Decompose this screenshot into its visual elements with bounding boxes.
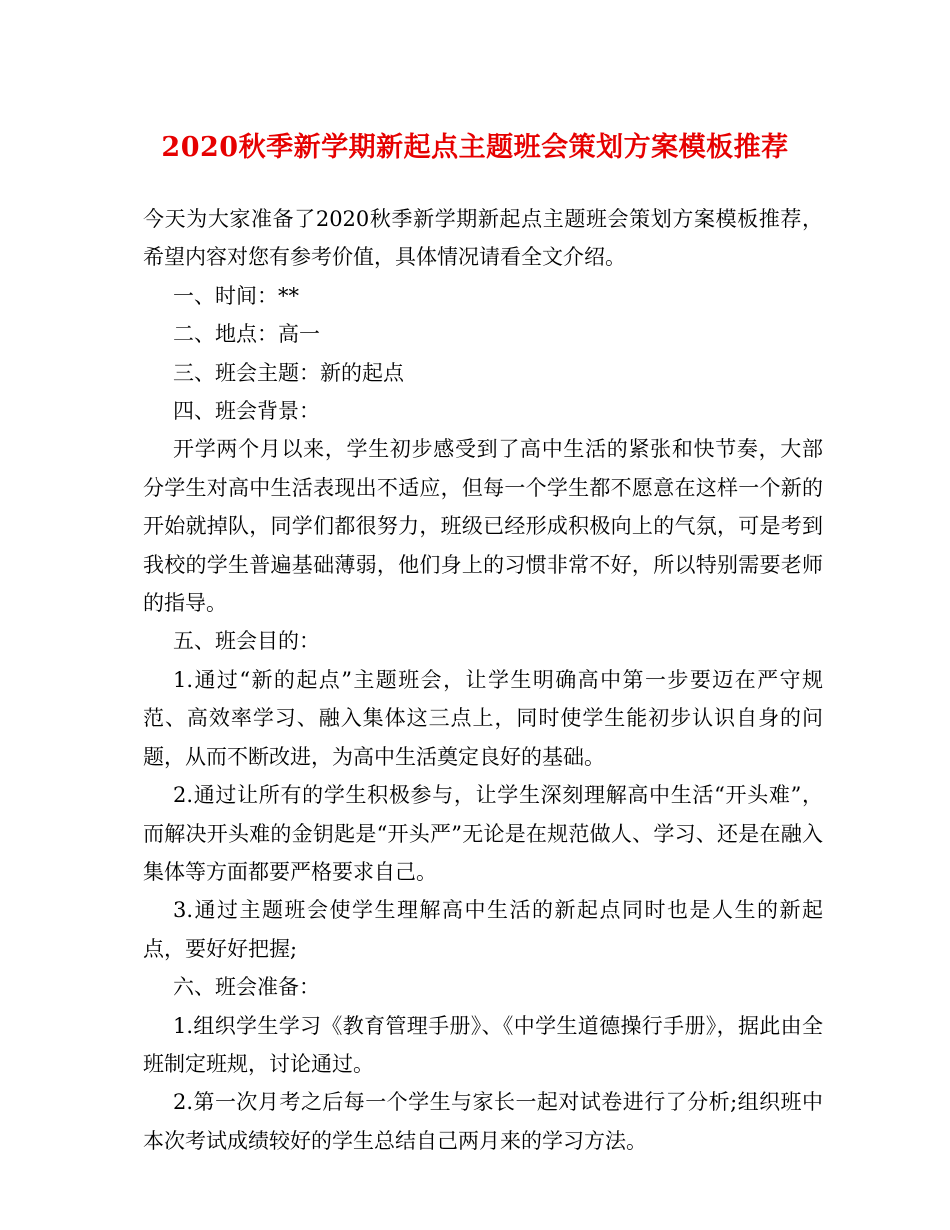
background-paragraph: 开学两个月以来，学生初步感受到了高中生活的紧张和快节奏，大部分学生对高中生活表现出不适应，但每一个学生都不愿意在这样一个新的开始就掉队，同学们都很努力，班级已经形成积极向上的气氛，可是考到我校的学生普遍基础薄弱，他们身上的习惯非常不好，所以特别需要老师的指导。 (143, 437, 823, 616)
document-body (143, 200, 823, 1160)
section-goals-heading: 五、班会目的： (173, 629, 320, 654)
section-preparation-heading: 六、班会准备： (173, 975, 320, 1000)
document-title: 2020秋季新学期新起点主题班会策划方案模板推荐 (161, 132, 789, 163)
preparation-item-2: 2.第一次月考之后每一个学生与家长一起对试卷进行了分析;组织班中本次考试成绩较好的学生总结自己两月来的学习方法。 (143, 1090, 823, 1153)
section-time: 一、时间：** (173, 283, 299, 308)
preparation-item-1: 1.组织学生学习《教育管理手册》、《中学生道德操行手册》，据此由全班制定班规，讨论通过。 (143, 1013, 823, 1076)
section-theme: 三、班会主题：新的起点 (173, 360, 404, 385)
intro-paragraph: 今天为大家准备了2020秋季新学期新起点主题班会策划方案模板推荐，希望内容对您有参考价值，具体情况请看全文介绍。 (143, 207, 823, 270)
section-background-heading: 四、班会背景： (173, 399, 320, 424)
goal-item-3: 3.通过主题班会使学生理解高中生活的新起点同时也是人生的新起点，要好好把握; (143, 898, 823, 961)
section-location: 二、地点：高一 (173, 322, 320, 347)
goal-item-2: 2.通过让所有的学生积极参与，让学生深刻理解高中生活“开头难”，而解决开头难的金钥匙是“开头严”无论是在规范做人、学习、还是在融入集体等方面都要严格要求自己。 (143, 783, 823, 884)
goal-item-1: 1.通过“新的起点”主题班会，让学生明确高中第一步要迈在严守规范、高效率学习、融入集体这三点上，同时使学生能初步认识自身的问题，从而不断改进，为高中生活奠定良好的基础。 (143, 667, 823, 769)
